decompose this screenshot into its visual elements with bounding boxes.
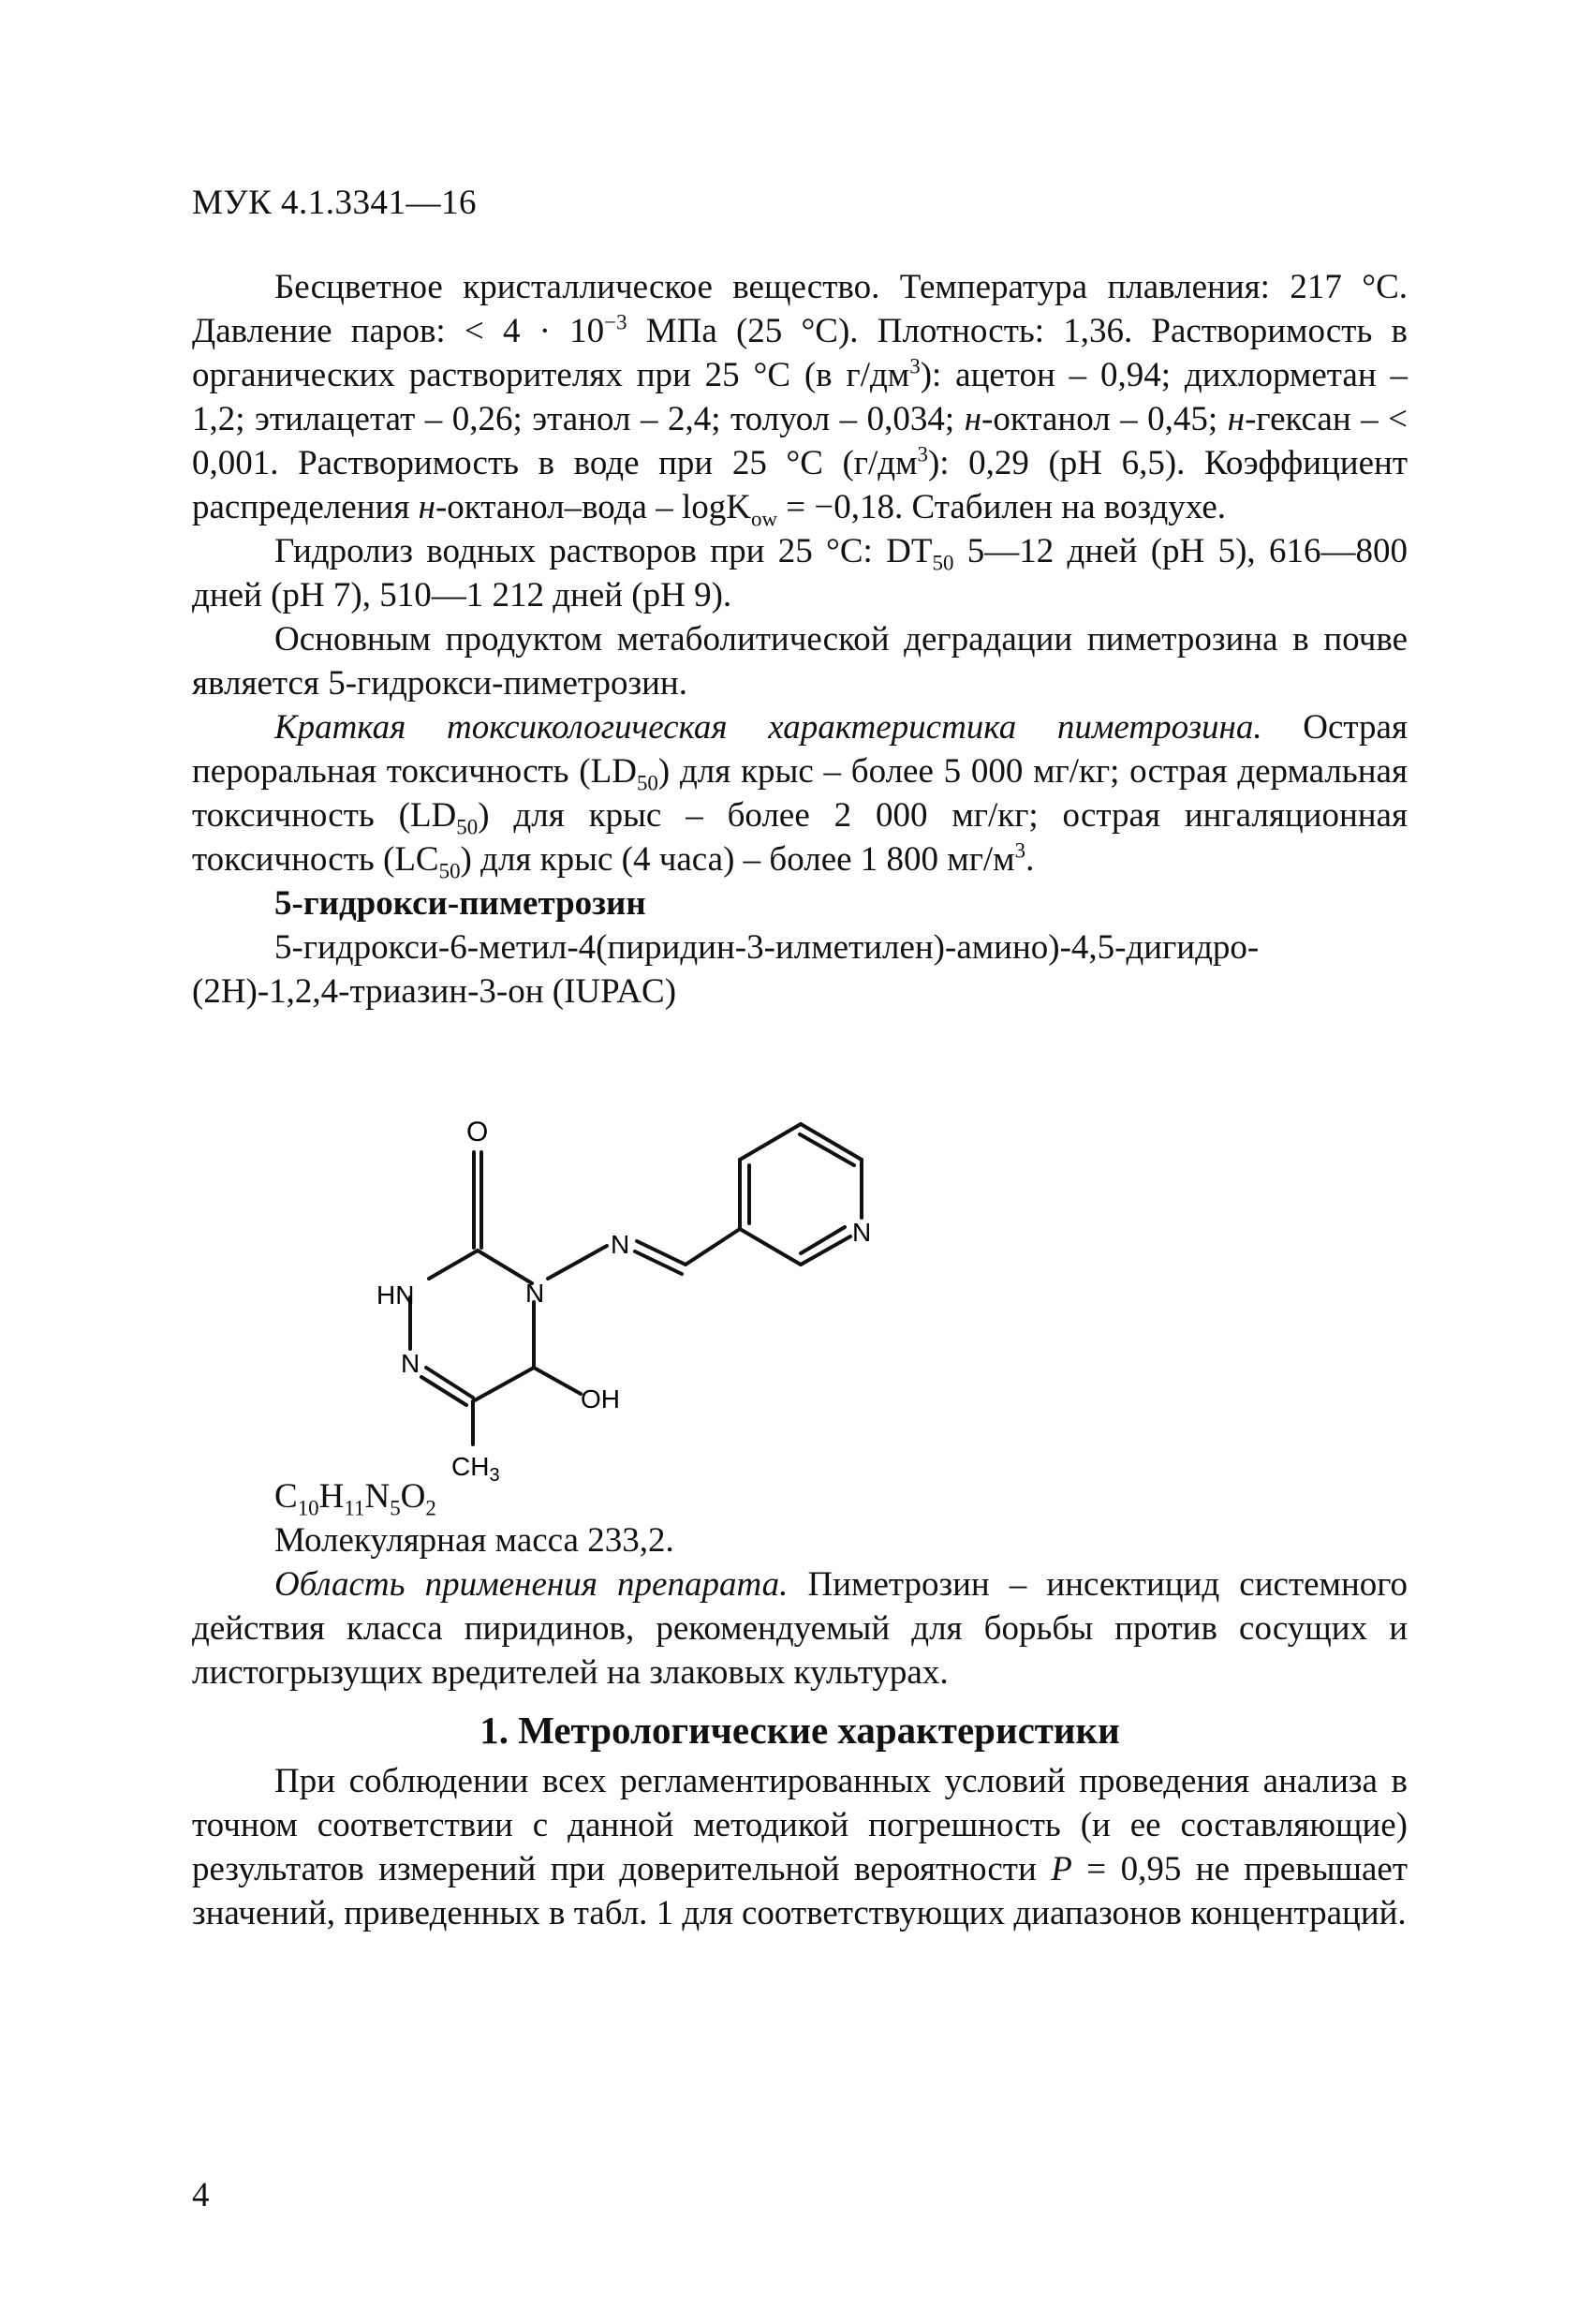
paragraph-metabolite: Основным продуктом метаболитической деградации пиметрозина в почве является 5-гидрокси-пиметрозин. (192, 620, 1408, 703)
paragraph-hydrolysis: Гидролиз водных растворов при 25 °С: $DT_{50}$ 5—12 дней (рН 5), 616—800 дней (рН 7), 510—1 212 дней (рН 9). (192, 532, 1408, 614)
document-code: МУК 4.1.3341—16 (192, 184, 478, 222)
bond-n-ch-double (635, 1251, 682, 1274)
atom-o: O (466, 1117, 489, 1147)
atom-n-pyridine: N (852, 1218, 872, 1247)
page-number: 4 (192, 2176, 210, 2214)
bond-n4-n (548, 1246, 607, 1279)
bond-c3-n2 (429, 1251, 478, 1279)
paragraph-application: Область применения препарата. Пиметрозин – инсектицид системного действия класса пиридинов, рекомендуемый для борьбы против сосущих и листогрызущих вредителей на злаковых культурах. (192, 1565, 1409, 1692)
paragraph-metrology: При соблюдении всех регламентированных условий проведения анализа в точном соответствии с данной методикой погрешность (и ее составляющие) результатов измерений при доверительной вероятности P = 0,95 не превышает значений, приведенных в табл. 1 для соответствующих диапазонов концентраций. (192, 1762, 1409, 1932)
atom-hn: HN (376, 1280, 415, 1310)
bond-n-ch (637, 1241, 686, 1265)
bond-c5-oh (534, 1368, 581, 1394)
atom-n4: N (525, 1279, 545, 1308)
atom-oh: OH (581, 1384, 620, 1414)
molecular-formula: $C_{10}H_{11}N_5O_2$ (274, 1477, 436, 1520)
text-block-properties (192, 265, 1408, 1014)
atom-n1: N (401, 1349, 420, 1378)
molecular-mass: Молекулярная масса 233,2. (274, 1521, 674, 1560)
text-block-metrology (192, 1759, 1408, 1935)
pyridine-bond-2 (740, 1124, 801, 1160)
structural-formula (356, 1068, 918, 1486)
atom-ch3: $CH_3$ (451, 1452, 500, 1486)
bond-c6-c5 (473, 1368, 534, 1401)
section-heading: 1. Метрологические характеристики (479, 1709, 1120, 1752)
iupac-name: 5-гидрокси-6-метил-4(пиридин-3-илметилен)-амино)-4,5-дигидро-(2Н)-1,2,4-триазин-3-он (IUPAC) (192, 928, 1260, 1011)
paragraph-toxicology: Краткая токсикологическая характеристика пиметрозина. Острая пероральная токсичность $(LD_{50})$ для крыс – более 5 000 мг/кг; острая дермальная токсичность $(LD_{50})$ для крыс – более 2 000 мг/кг; острая ингаляционная токсичность $(LC_{50})$ для крыс (4 часа) – более 1 800 $мг/м^3$. (192, 708, 1408, 883)
atom-n-imine: N (611, 1230, 630, 1259)
bond-ch-ring (686, 1229, 740, 1265)
pyridine-bond-5-double (801, 1227, 845, 1253)
text-block-formula (192, 1474, 1408, 1695)
paragraph-properties: Бесцветное кристаллическое вещество. Температура плавления: 217 °С. Давление паров: < $4 \cdot 10^{-3}$ МПа (25 °С). Плотность: 1,36. Растворимость в органических растворителях при 25 °С (в $г/дм^3$): ацетон – 0,94; дихлорметан – 1,2; этилацетат – 0,26; этанол – 2,4; толуол – 0,034; н-октанол – 0,45; н-гексан – < 0,001. Растворимость в воде при 25 °С $(г/дм^3)$: 0,29 (рН 6,5). Коэффициент распределения н-октанол–вода – logK$_{ow}$ = −0,18. Стабилен на воздухе. (192, 268, 1409, 531)
compound-title: 5-гидрокси-пиметрозин (274, 884, 646, 923)
bond-c3-n4 (478, 1251, 532, 1283)
pyridine-bond-6 (740, 1229, 801, 1265)
